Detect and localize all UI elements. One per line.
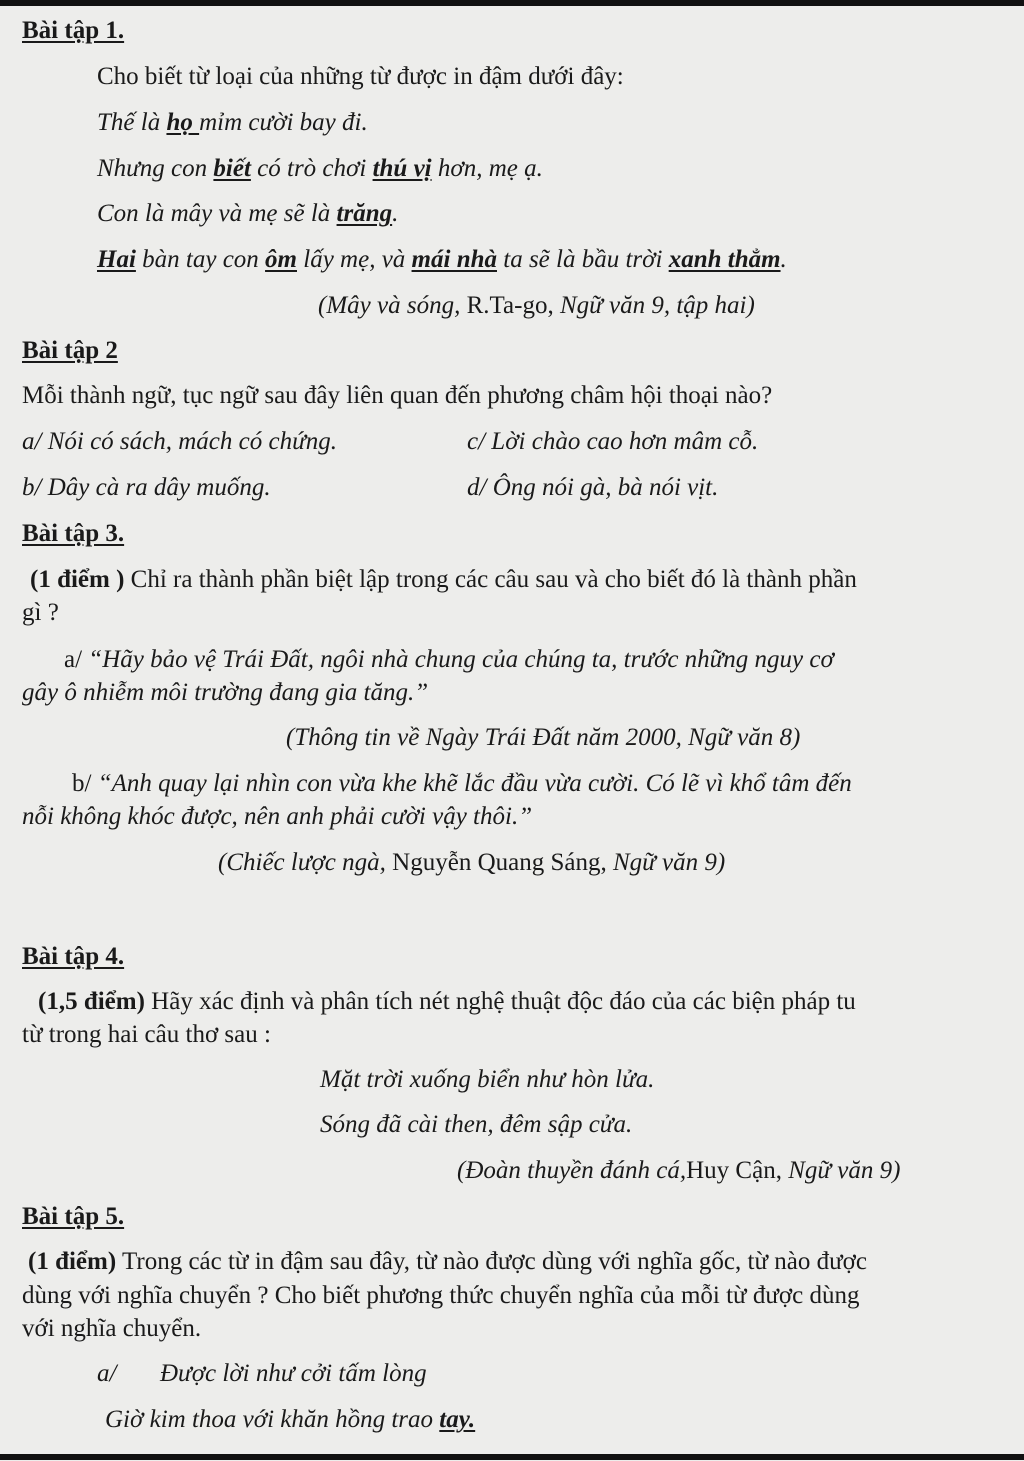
source-title: (Đoàn thuyền đánh cá, xyxy=(457,1157,687,1184)
text-segment: lấy mẹ, và xyxy=(297,246,412,273)
exercise-4-poem-line-1: Mặt trời xuống biển như hòn lửa. xyxy=(320,1066,655,1093)
exercise-3-a-line-1 xyxy=(64,643,834,677)
exercise-4-source xyxy=(457,1154,900,1188)
text-segment: Thế là xyxy=(97,109,167,136)
bold-word: tay. xyxy=(439,1406,476,1433)
bold-word: xanh thẳm xyxy=(668,246,781,273)
text-segment: Nhưng con xyxy=(97,155,214,182)
exercise-3-question-line-1 xyxy=(30,563,857,597)
points-label: (1 điểm) xyxy=(28,1248,117,1275)
text-segment: Giờ kim thoa với khăn hồng trao xyxy=(105,1406,440,1433)
bold-word: ôm xyxy=(265,246,297,273)
bold-word: mái nhà xyxy=(411,246,497,273)
exercise-3-a-line-2: gây ô nhiễm môi trường đang gia tăng.” xyxy=(22,679,429,706)
exercise-2-heading: Bài tập 2 xyxy=(22,337,118,364)
exercise-2-item-c: c/ Lời chào cao hơn mâm cỗ. xyxy=(467,428,759,455)
exercise-5-a-line-2 xyxy=(105,1403,475,1437)
exercise-3-a-source: (Thông tin về Ngày Trái Đất năm 2000, Ngữ văn 8) xyxy=(286,724,801,751)
quote-text: “Anh quay lại nhìn con vừa khe khẽ lắc đầu vừa cười. Có lẽ vì khổ tâm đến xyxy=(97,770,852,797)
exercise-3-question-line-2: gì ? xyxy=(22,599,59,626)
source-book: Ngữ văn 9) xyxy=(788,1157,901,1184)
exercise-5-question-line-1 xyxy=(28,1245,867,1279)
bold-word: thú vị xyxy=(372,155,432,182)
quote-text: “Hãy bảo vệ Trái Đất, ngôi nhà chung của chúng ta, trước những nguy cơ xyxy=(88,646,834,673)
question-text: Chỉ ra thành phần biệt lập trong các câu sau và cho biết đó là thành phần xyxy=(124,566,857,593)
exercise-2-question: Mỗi thành ngữ, tục ngữ sau đây liên quan đến phương châm hội thoại nào? xyxy=(22,382,773,409)
bold-word: trăng xyxy=(336,200,393,227)
exercise-3-b-line-2: nỗi không khóc được, nên anh phải cười vậy thôi.” xyxy=(22,803,533,830)
text-segment: hơn, mẹ ạ. xyxy=(431,155,543,182)
bottom-border-rule xyxy=(0,1454,1024,1460)
source-book: Ngữ văn 9) xyxy=(612,849,726,876)
exercise-4-poem-line-2: Sóng đã cài then, đêm sập cửa. xyxy=(320,1111,633,1138)
exercise-2-item-a: a/ Nói có sách, mách có chứng. xyxy=(22,428,337,455)
source-title: (Mây và sóng, xyxy=(318,292,467,319)
exercise-2-item-d: d/ Ông nói gà, bà nói vịt. xyxy=(467,474,719,501)
source-author: Nguyễn Quang Sáng, xyxy=(392,849,613,876)
points-label: (1,5 điểm) xyxy=(38,988,145,1015)
exercise-5-heading: Bài tập 5. xyxy=(22,1203,125,1230)
exercise-1-line-1 xyxy=(97,106,368,140)
exercise-5-question-line-2: dùng với nghĩa chuyển ? Cho biết phương thức chuyển nghĩa của mỗi từ được dùng xyxy=(22,1282,860,1309)
exercise-2-item-b: b/ Dây cà ra dây muống. xyxy=(22,474,271,501)
points-label: (1 điểm ) xyxy=(30,566,125,593)
item-label: b/ xyxy=(72,770,98,797)
text-segment: bàn tay con xyxy=(135,246,266,273)
exercise-1-heading: Bài tập 1. xyxy=(22,17,125,44)
exercise-1-line-4 xyxy=(97,243,787,277)
top-border-rule xyxy=(0,0,1024,6)
exercise-1-line-3 xyxy=(97,197,398,231)
text-segment: ta sẽ là bầu trời xyxy=(497,246,669,273)
exercise-5-a-label: a/ xyxy=(97,1360,117,1387)
question-text: Hãy xác định và phân tích nét nghệ thuật độc đáo của các biện pháp tu xyxy=(144,988,856,1015)
question-text: Trong các từ in đậm sau đây, từ nào được dùng với nghĩa gốc, từ nào được xyxy=(116,1248,867,1275)
exercise-1-source xyxy=(318,289,755,323)
source-title: (Chiếc lược ngà, xyxy=(218,849,393,876)
text-segment: . xyxy=(780,246,787,273)
exercise-3-heading: Bài tập 3. xyxy=(22,520,125,547)
item-label: a/ xyxy=(64,646,89,673)
exercise-1-line-2 xyxy=(97,152,543,186)
exercise-5-a-line-1: Được lời như cởi tấm lòng xyxy=(160,1360,427,1387)
exercise-4-heading: Bài tập 4. xyxy=(22,943,125,970)
bold-word: biết xyxy=(213,155,251,182)
text-segment: . xyxy=(392,200,399,227)
source-author: Huy Cận, xyxy=(686,1157,789,1184)
text-segment: Con là mây và mẹ sẽ là xyxy=(97,200,337,227)
text-segment: có trò chơi xyxy=(250,155,373,182)
exercise-4-question-line-1 xyxy=(38,985,856,1019)
exercise-3-b-line-1 xyxy=(72,767,852,801)
source-book: Ngữ văn 9, tập hai) xyxy=(559,292,755,319)
bold-word: họ xyxy=(166,109,200,136)
text-segment: mỉm cười bay đi. xyxy=(199,109,368,136)
exercise-1-instruction: Cho biết từ loại của những từ được in đậm dưới đây: xyxy=(97,63,624,90)
source-author: R.Ta-go, xyxy=(466,292,560,319)
exercise-3-b-source xyxy=(218,846,725,880)
exercise-5-question-line-3: với nghĩa chuyển. xyxy=(22,1315,202,1342)
bold-word: Hai xyxy=(97,246,136,273)
exercise-4-question-line-2: từ trong hai câu thơ sau : xyxy=(22,1021,271,1048)
